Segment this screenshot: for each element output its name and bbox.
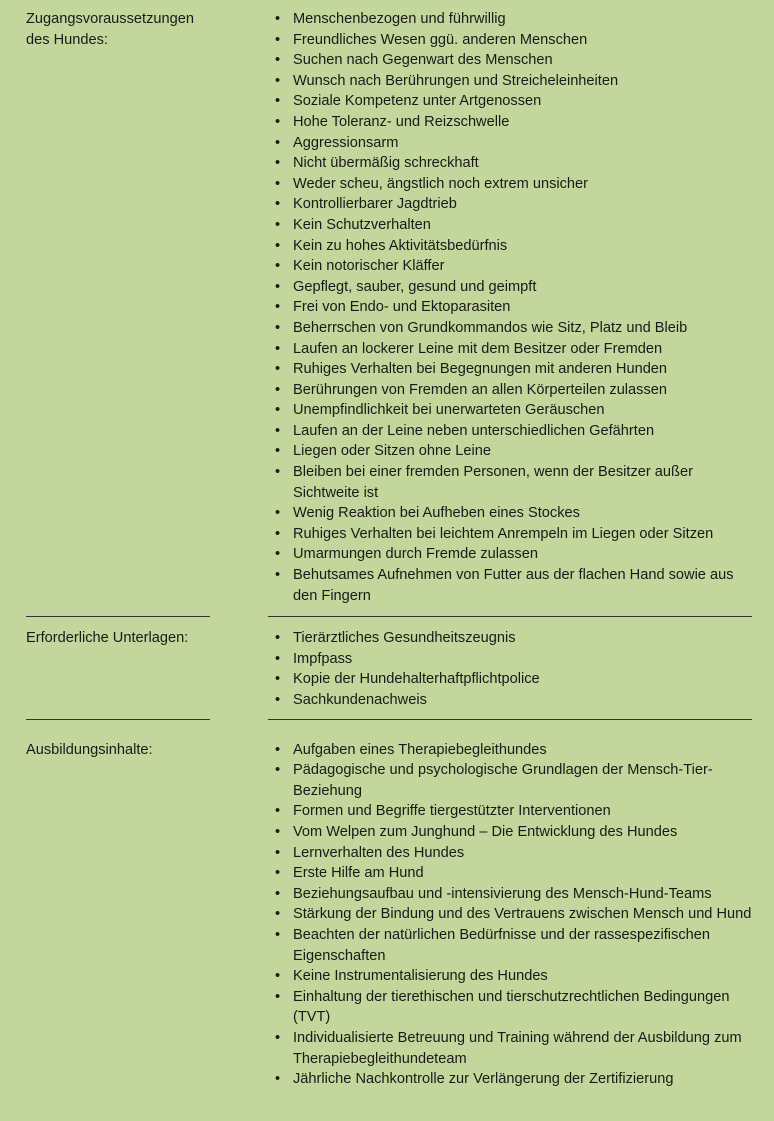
divider-line-right — [268, 719, 752, 720]
list-item: • Frei von Endo- und Ektoparasiten — [275, 297, 755, 318]
list-item: • Laufen an der Leine neben unterschiedlichen Gefährten — [275, 421, 755, 442]
list-item: • Wenig Reaktion bei Aufheben eines Stockes — [275, 503, 755, 524]
list-item: • Beziehungsaufbau und -intensivierung des Mensch-Hund-Teams — [275, 884, 755, 905]
list-item: • Liegen oder Sitzen ohne Leine — [275, 441, 755, 462]
list-item: • Freundliches Wesen ggü. anderen Menschen — [275, 30, 755, 51]
list-item: • Individualisierte Betreuung und Training während der Ausbildung zum Therapiebegleithundeteam — [275, 1028, 755, 1069]
list-item: • Kopie der Hundehalterhaftpflichtpolice — [275, 669, 755, 690]
list-item: • Impfpass — [275, 649, 755, 670]
list-item: • Jährliche Nachkontrolle zur Verlängerung der Zertifizierung — [275, 1069, 755, 1090]
list-item: • Pädagogische und psychologische Grundlagen der Mensch-Tier-Beziehung — [275, 760, 755, 801]
section-label: Erforderliche Unterlagen: — [26, 630, 189, 647]
list-item: • Bleiben bei einer fremden Personen, wenn der Besitzer außer Sichtweite ist — [275, 462, 755, 503]
list-item: • Menschenbezogen und führwillig — [275, 9, 755, 30]
list-item: • Kein zu hohes Aktivitätsbedürfnis — [275, 236, 755, 257]
list-item: • Weder scheu, ängstlich noch extrem unsicher — [275, 174, 755, 195]
divider-line-right — [268, 616, 752, 617]
list-item: • Aggressionsarm — [275, 133, 755, 154]
list-item: • Gepflegt, sauber, gesund und geimpft — [275, 277, 755, 298]
list-item: • Lernverhalten des Hundes — [275, 843, 755, 864]
list-item: • Laufen an lockerer Leine mit dem Besitzer oder Fremden — [275, 339, 755, 360]
list-item: • Tierärztliches Gesundheitszeugnis — [275, 628, 755, 649]
list-item: • Nicht übermäßig schreckhaft — [275, 153, 755, 174]
list-item: • Stärkung der Bindung und des Vertrauens zwischen Mensch und Hund — [275, 904, 755, 925]
bullet-list — [275, 9, 755, 606]
section-label: Ausbildungsinhalte: — [26, 741, 153, 758]
list-item: • Berührungen von Fremden an allen Körperteilen zulassen — [275, 380, 755, 401]
section-training-content — [0, 740, 774, 1090]
list-item: • Hohe Toleranz- und Reizschwelle — [275, 112, 755, 133]
divider-line-left — [26, 719, 210, 720]
list-item: • Beachten der natürlichen Bedürfnisse und der rassespezifischen Eigenschaften — [275, 925, 755, 966]
bullet-list — [275, 628, 755, 710]
list-item: • Beherrschen von Grundkommandos wie Sitz, Platz und Bleib — [275, 318, 755, 339]
list-item: • Vom Welpen zum Junghund – Die Entwicklung des Hundes — [275, 822, 755, 843]
list-item: • Umarmungen durch Fremde zulassen — [275, 544, 755, 565]
list-item: • Ruhiges Verhalten bei Begegnungen mit anderen Hunden — [275, 359, 755, 380]
list-item: • Wunsch nach Berührungen und Streicheleinheiten — [275, 71, 755, 92]
section-divider — [0, 711, 774, 733]
list-item: • Suchen nach Gegenwart des Menschen — [275, 50, 755, 71]
bullet-list — [275, 740, 755, 1090]
list-item: • Formen und Begriffe tiergestützter Interventionen — [275, 801, 755, 822]
list-item: • Behutsames Aufnehmen von Futter aus der flachen Hand sowie aus den Fingern — [275, 565, 755, 606]
list-item: • Einhaltung der tierethischen und tierschutzrechtlichen Bedingungen (TVT) — [275, 987, 755, 1028]
list-item: • Ruhiges Verhalten bei leichtem Anrempeln im Liegen oder Sitzen — [275, 524, 755, 545]
list-item: • Sachkundenachweis — [275, 690, 755, 711]
divider-line-left — [26, 616, 210, 617]
list-item: • Kontrollierbarer Jagdtrieb — [275, 194, 755, 215]
list-item: • Aufgaben eines Therapiebegleithundes — [275, 740, 755, 761]
section-label: Zugangsvoraussetzungen des Hundes: — [26, 11, 194, 48]
list-item: • Erste Hilfe am Hund — [275, 863, 755, 884]
list-item: • Unempfindlichkeit bei unerwarteten Geräuschen — [275, 400, 755, 421]
list-item: • Keine Instrumentalisierung des Hundes — [275, 966, 755, 987]
section-requirements — [0, 9, 774, 606]
list-item: • Soziale Kompetenz unter Artgenossen — [275, 91, 755, 112]
list-item: • Kein notorischer Kläffer — [275, 256, 755, 277]
section-divider — [0, 606, 774, 628]
list-item: • Kein Schutzverhalten — [275, 215, 755, 236]
section-documents — [0, 628, 774, 710]
